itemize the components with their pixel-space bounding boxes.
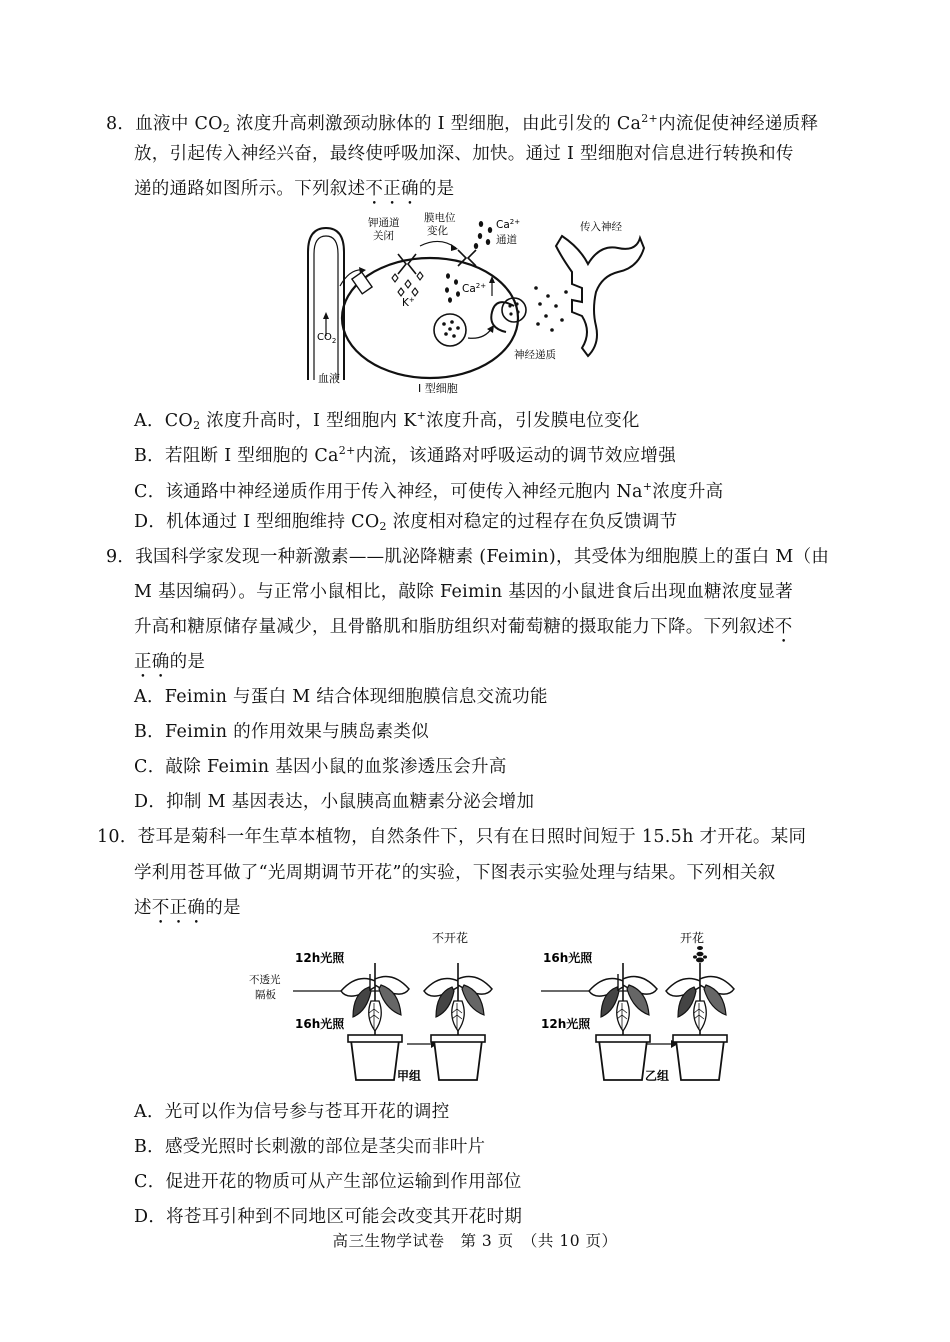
q8-line-1: 8．血液中 $CO_2$ 浓度升高刺激颈动脉体的 I 型细胞，由此引发的 $Ca^{2+}$内流促使神经递质释 <box>106 112 819 135</box>
svg-text:Ca2+: $Ca^{2+}$ <box>462 282 487 295</box>
page-footer: 高三生物学试卷 第 3 页 （共 10 页） <box>332 1232 618 1250</box>
g1-name: 甲组 <box>397 1069 422 1083</box>
g1-result: 不开花 <box>432 931 469 945</box>
svg-text:膜电位: 膜电位 <box>424 212 456 224</box>
ca-ions-inside <box>445 273 460 303</box>
svg-text:12h光照: 12h光照 <box>295 951 345 965</box>
transmitter-label: 神经递质 <box>514 349 556 361</box>
k-ions <box>392 272 423 296</box>
svg-text:CO2: $CO_2$ <box>317 332 337 345</box>
q9-line-4: 正确的是 <box>134 652 206 672</box>
q9-line-2: M 基因编码）。与正常小鼠相比，敲除 Feimin 基因的小鼠进食后出现血糖浓度显著 <box>134 582 794 602</box>
q8-line-3: 递的通路如图所示。下列叙述不正确的是 <box>134 179 455 199</box>
q9-option-b: B．Feimin 的作用效果与胰岛素类似 <box>134 722 430 742</box>
svg-text:12h光照: 12h光照 <box>541 1017 591 1031</box>
q10-option-b: B．感受光照时长刺激的部位是茎尖而非叶片 <box>134 1137 486 1157</box>
q9-option-c: C．敲除 Feimin 基因小鼠的血浆渗透压会升高 <box>134 757 507 777</box>
svg-text:16h光照: 16h光照 <box>543 951 593 965</box>
q10-plant-diagram <box>245 928 745 1090</box>
q8-line-2: 放，引起传入神经兴奋，最终使呼吸加深、加快。通过 I 型细胞对信息进行转换和传 <box>134 144 794 164</box>
plant-pot-g1-before <box>341 963 409 1080</box>
q10-line-2: 学利用苍耳做了“光周期调节开花”的实验，下图表示实验处理与结果。下列相关叙 <box>134 863 776 883</box>
q8-option-d: D．机体通过 I 型细胞维持 $CO_2$ 浓度相对稳定的过程存在负反馈调节 <box>134 512 678 533</box>
q9-option-d: D．抑制 M 基因表达，小鼠胰高血糖素分泌会增加 <box>134 792 535 812</box>
board-label: 不透光 <box>249 974 281 986</box>
svg-text:关闭: 关闭 <box>373 230 394 242</box>
svg-text:变化: 变化 <box>427 225 448 237</box>
q8-cell-diagram <box>300 208 650 398</box>
q10-line-3: 述不正确的是 <box>134 898 241 918</box>
q8-option-c: C．该通路中神经递质作用于传入神经，可使传入神经元胞内 Na+浓度升高 <box>134 480 724 502</box>
svg-text:隔板: 隔板 <box>255 989 276 1001</box>
svg-text:钾通道: 钾通道 <box>368 217 400 229</box>
cell-label: I 型细胞 <box>418 382 458 395</box>
q10-line-1: 10．苍耳是菊科一年生草本植物，自然条件下，只有在日照时间短于 15.5h 才开花。某同 <box>97 827 807 847</box>
g2-result: 开花 <box>680 931 705 945</box>
flower-icon <box>693 946 707 963</box>
afferent-label: 传入神经 <box>580 221 622 233</box>
blood-label: 血液 <box>318 372 340 385</box>
q10-number: 10． <box>97 827 138 847</box>
neurotransmitter-dots <box>534 286 568 332</box>
emphasis-text: 不正确 <box>365 179 419 199</box>
q9-number: 9． <box>106 547 136 567</box>
ca-ions-outside <box>474 221 492 249</box>
svg-text:通道: 通道 <box>496 234 517 246</box>
svg-text:16h光照: 16h光照 <box>295 1017 345 1031</box>
plant-pot-g1-after <box>424 963 492 1080</box>
q8-option-b: B．若阻断 I 型细胞的 $Ca^{2+}$内流，该通路对呼吸运动的调节效应增强 <box>134 444 677 466</box>
svg-text:K+: K+ <box>402 296 415 309</box>
q10-option-d: D．将苍耳引种到不同地区可能会改变其开花时期 <box>134 1207 523 1227</box>
afferent-nerve-shape <box>556 236 644 356</box>
plant-pot-g2-before <box>589 963 657 1080</box>
q10-option-c: C．促进开花的物质可从产生部位运输到作用部位 <box>134 1172 522 1192</box>
q9-line-1: 9．我国科学家发现一种新激素——肌泌降糖素 (Feimin)，其受体为细胞膜上的蛋白 M（由 <box>106 547 830 567</box>
q9-line-3: 升高和糖原储存量减少，且骨骼肌和脂肪组织对葡萄糖的摄取能力下降。下列叙述不 <box>134 617 793 637</box>
q10-option-a: A．光可以作为信号参与苍耳开花的调控 <box>134 1102 450 1122</box>
g2-name: 乙组 <box>645 1069 670 1083</box>
q8-option-a: A．$CO_2$ 浓度升高时，I 型细胞内 K+浓度升高，引发膜电位变化 <box>134 409 640 432</box>
q8-number: 8． <box>106 114 136 134</box>
k-channel-icon <box>398 254 416 274</box>
blood-vessel-shape <box>308 228 344 380</box>
svg-text:Ca2+: $Ca^{2+}$ <box>496 218 521 231</box>
q9-option-a: A．Feimin 与蛋白 M 结合体现细胞膜信息交流功能 <box>134 687 548 707</box>
plant-pot-g2-after <box>666 946 734 1080</box>
